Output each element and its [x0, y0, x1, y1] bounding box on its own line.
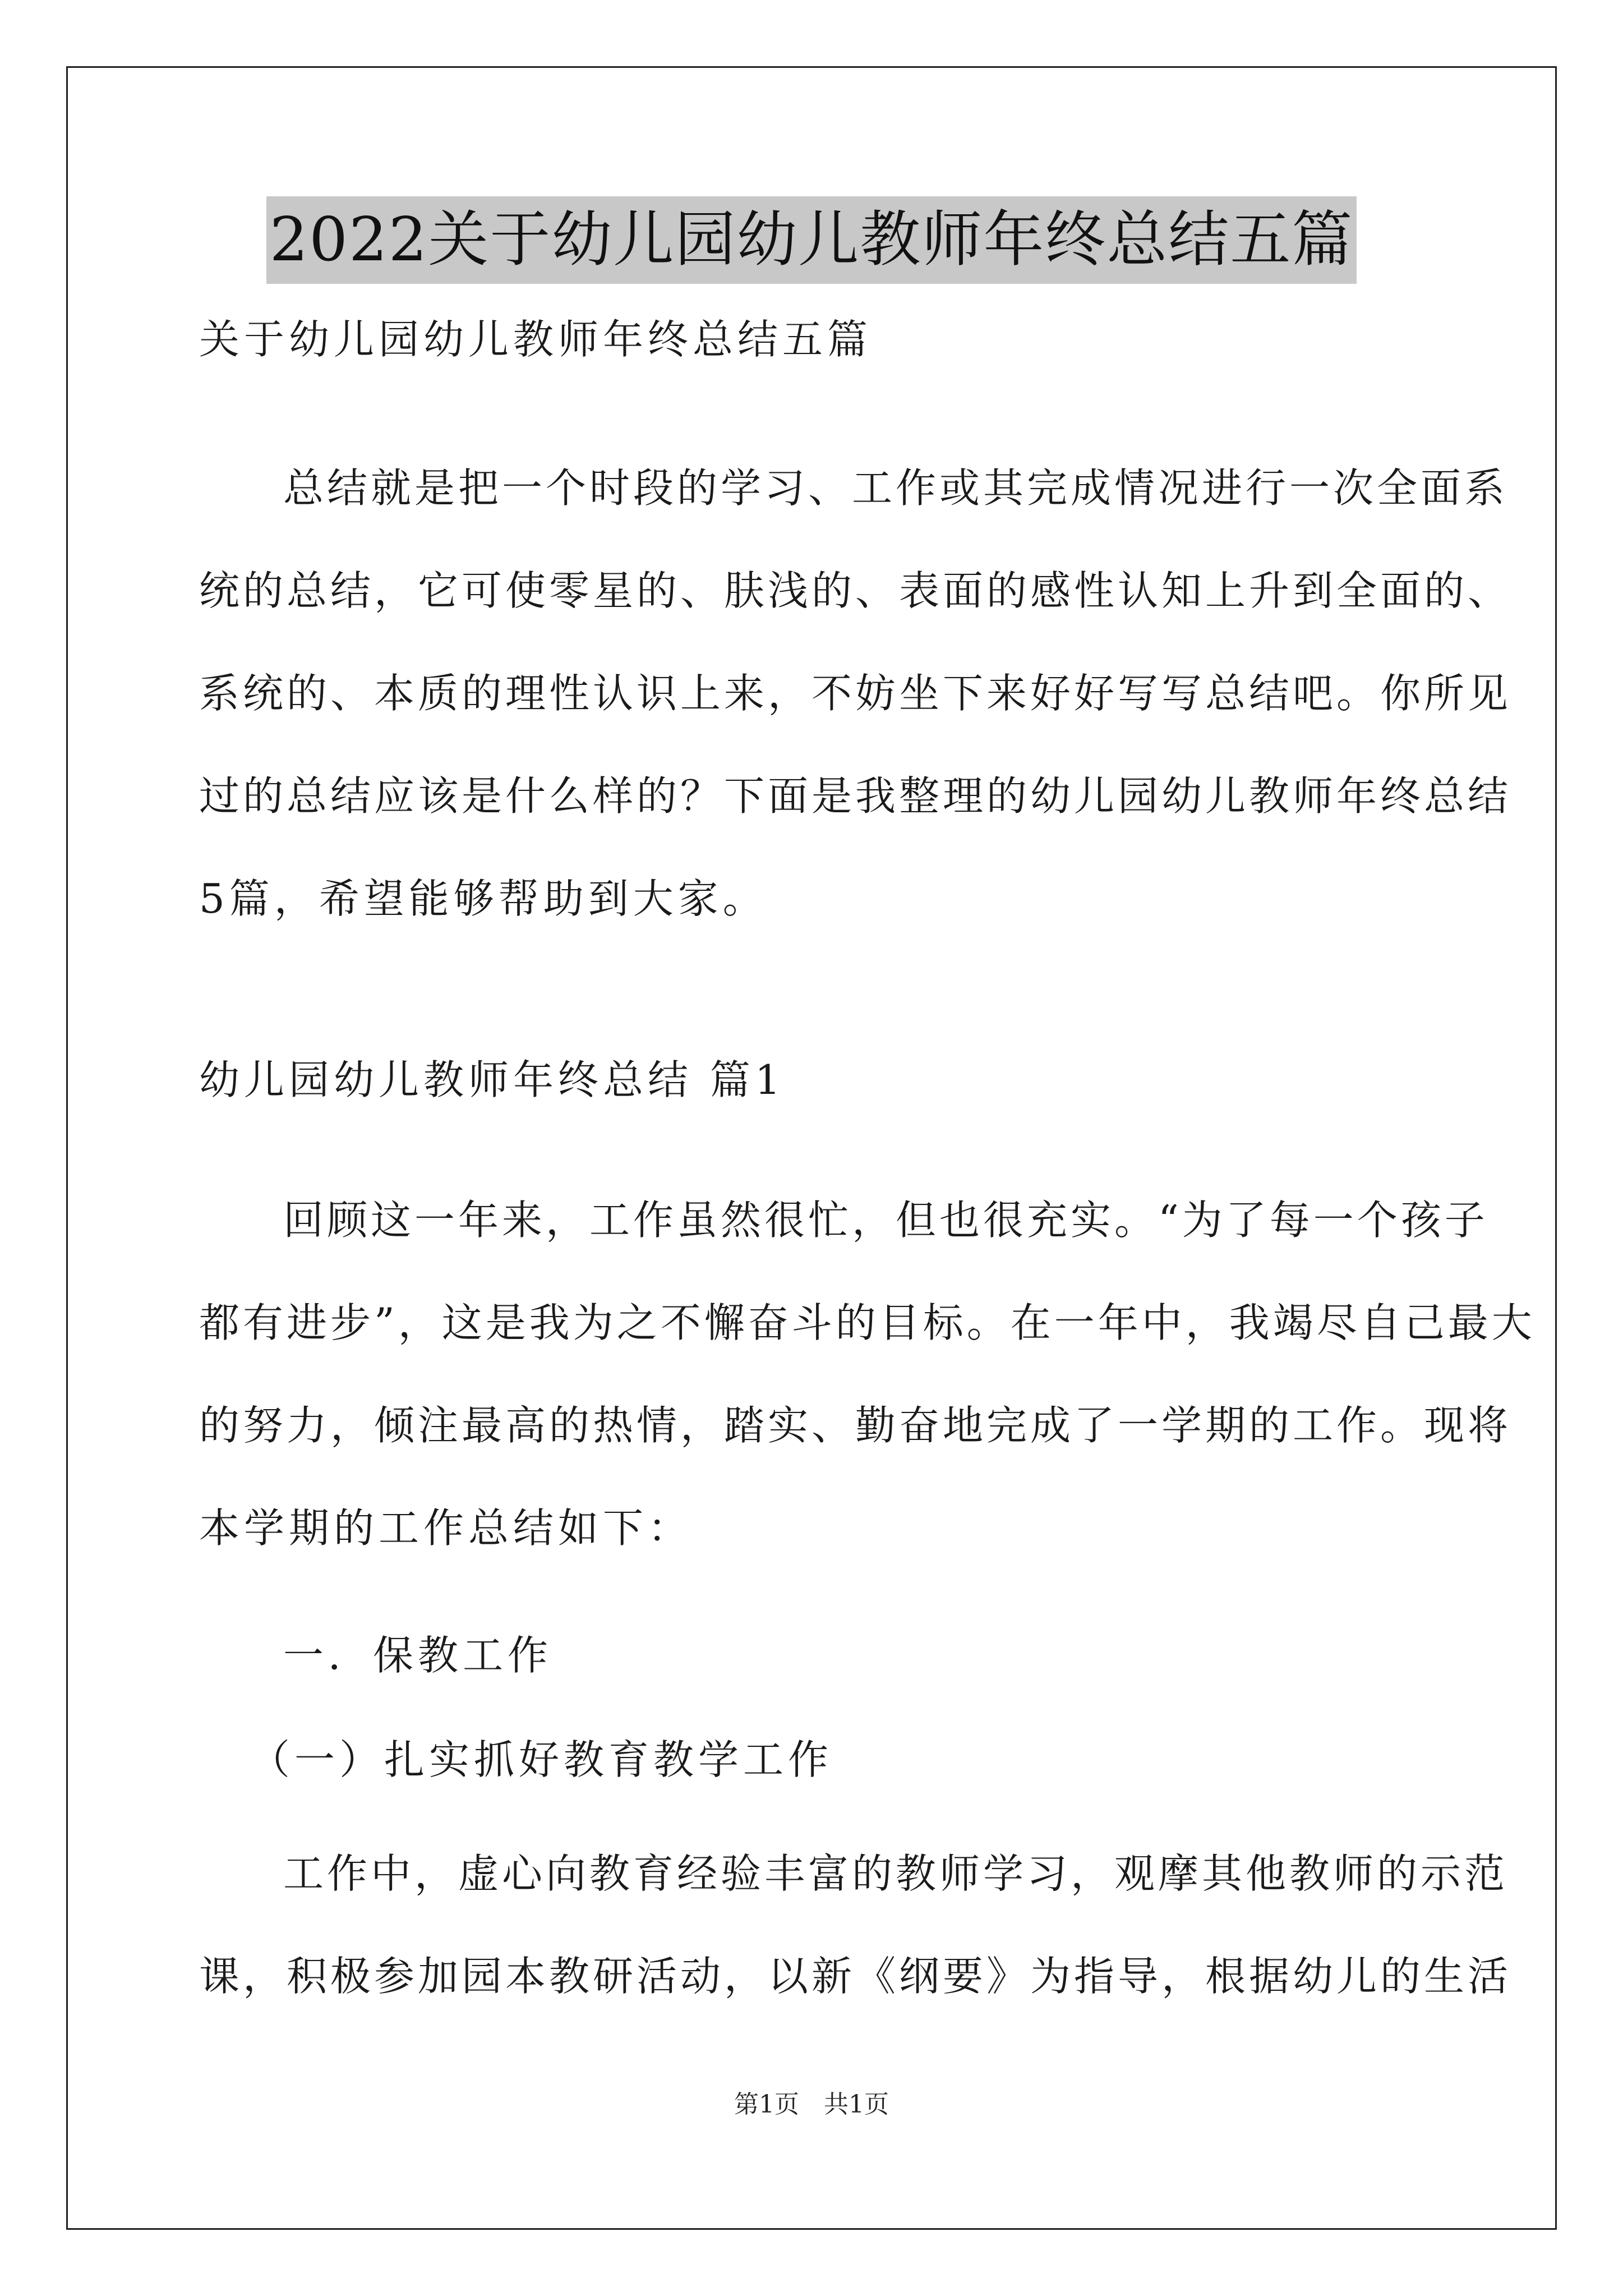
page-border	[66, 66, 1557, 2230]
section-heading: 幼儿园幼儿教师年终总结 篇1	[199, 1056, 785, 1103]
page-footer: 第1页 共1页	[734, 2090, 889, 2119]
paragraph-line: 的努力，倾注最高的热情，踏实、勤奋地完成了一学期的工作。现将	[199, 1402, 1512, 1449]
subheading-line: 一．保教工作	[283, 1632, 553, 1679]
paragraph-line: 课，积极参加园本教研活动，以新《纲要》为指导，根据幼儿的生活	[199, 1953, 1512, 2000]
subheading-line: （一）扎实抓好教育教学工作	[250, 1736, 833, 1783]
paragraph-line: 系统的、本质的理性认识上来，不妨坐下来好好写写总结吧。你所见	[199, 670, 1512, 717]
document-title: 2022关于幼儿园幼儿教师年终总结五篇	[266, 196, 1357, 284]
paragraph-line: 统的总结，它可使零星的、肤浅的、表面的感性认知上升到全面的、	[199, 567, 1512, 614]
paragraph-line: 本学期的工作总结如下：	[199, 1504, 693, 1552]
title-container	[0, 196, 1623, 284]
paragraph-line: 总结就是把一个时段的学习、工作或其完成情况进行一次全面系	[283, 464, 1509, 512]
subtitle-line: 关于幼儿园幼儿教师年终总结五篇	[199, 316, 873, 363]
paragraph-line: 都有进步”，这是我为之不懈奋斗的目标。在一年中，我竭尽自己最大	[199, 1299, 1536, 1346]
paragraph-line: 5篇，希望能够帮助到大家。	[199, 875, 768, 922]
paragraph-line: 工作中，虚心向教育经验丰富的教师学习，观摩其他教师的示范	[283, 1850, 1509, 1897]
paragraph-line: 回顾这一年来，工作虽然很忙，但也很充实。“为了每一个孩子	[283, 1197, 1488, 1244]
paragraph-line: 过的总结应该是什么样的？下面是我整理的幼儿园幼儿教师年终总结	[199, 772, 1512, 820]
